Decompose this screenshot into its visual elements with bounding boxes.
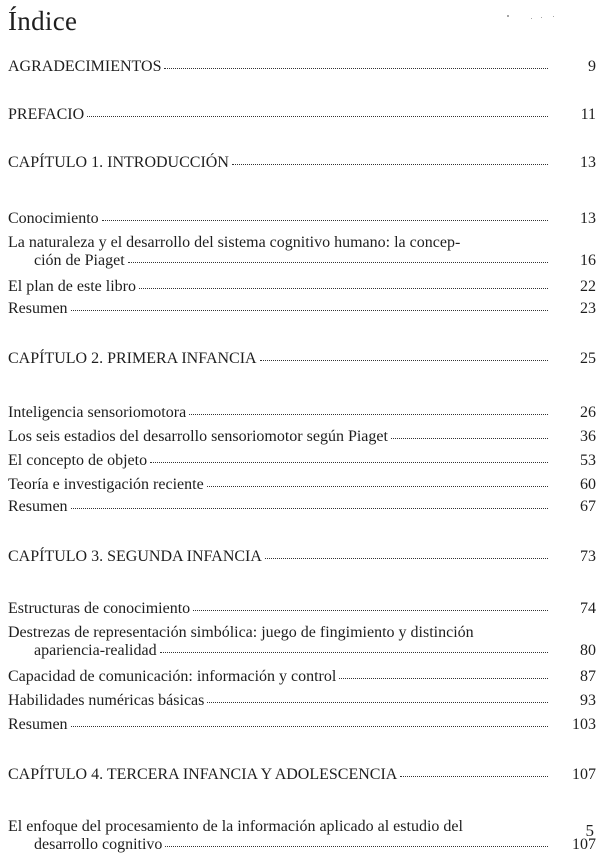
toc-entry-text-first-line: La naturaleza y el desarrollo del sistema cognitivo humano: la concep-	[8, 234, 461, 251]
toc-entry-text: Teoría e investigación reciente	[8, 476, 204, 493]
toc-entry-page: 22	[580, 278, 596, 295]
toc-entry-page: 11	[580, 106, 596, 123]
toc-entry-text: Inteligencia sensoriomotora	[8, 404, 187, 421]
toc-entry[interactable]	[8, 624, 596, 660]
toc-entry[interactable]	[8, 498, 596, 516]
toc-entry-page: 13	[580, 154, 596, 171]
toc-entry-text: Resumen	[8, 498, 68, 515]
toc-entry[interactable]	[8, 692, 596, 710]
toc-entry-text: ción de Piaget	[34, 252, 125, 269]
toc-entry-text: El concepto de objeto	[8, 452, 148, 469]
toc-entry[interactable]	[8, 476, 596, 494]
dot-leader	[87, 115, 548, 117]
dot-leader	[139, 287, 548, 289]
toc-entry-page: 36	[580, 428, 596, 445]
toc-entry-page: 93	[580, 692, 596, 709]
toc-entry[interactable]	[8, 106, 596, 124]
toc-entry-text: PREFACIO	[8, 106, 85, 123]
toc-entry-text: Resumen	[8, 300, 68, 317]
toc-entry-text: Resumen	[8, 716, 68, 733]
toc-entry[interactable]	[8, 716, 596, 734]
toc-entry[interactable]	[8, 300, 596, 318]
toc-entry-page: 87	[580, 668, 596, 685]
toc-entry-page: 103	[572, 716, 596, 733]
toc-entry-page: 9	[588, 58, 596, 75]
dot-leader	[265, 557, 548, 559]
toc-entry-page: 74	[580, 600, 596, 617]
toc-entry[interactable]	[8, 234, 596, 270]
dot-leader	[160, 651, 548, 653]
toc-entry[interactable]	[8, 428, 596, 446]
toc-entry[interactable]	[8, 548, 596, 566]
toc-entry-page: 80	[580, 642, 596, 659]
dot-leader	[391, 437, 548, 439]
toc-entry-text: CAPÍTULO 3. SEGUNDA INFANCIA	[8, 548, 262, 565]
toc-entry-page: 16	[580, 252, 596, 269]
toc-entry-text: CAPÍTULO 4. TERCERA INFANCIA Y ADOLESCENCIA	[8, 766, 398, 783]
dot-leader	[207, 485, 548, 487]
dot-leader	[232, 163, 548, 165]
page-title: Índice	[8, 6, 78, 36]
toc-entry-page: 107	[572, 766, 596, 783]
dot-leader	[128, 261, 548, 263]
toc-entry[interactable]	[8, 210, 596, 228]
toc-entry-text: desarrollo cognitivo	[34, 836, 163, 853]
toc-entry-page: 13	[580, 210, 596, 227]
toc-entry[interactable]	[8, 278, 596, 296]
toc-entry-text-first-line: El enfoque del procesamiento de la información aplicado al estudio del	[8, 818, 463, 835]
toc-entry[interactable]	[8, 600, 596, 618]
toc-entry-page: 73	[580, 548, 596, 565]
toc-entry-text-first-line: Destrezas de representación simbólica: juego de fingimiento y distinción	[8, 624, 474, 641]
toc-entry[interactable]	[8, 404, 596, 422]
toc-entry-text: apariencia-realidad	[34, 642, 157, 659]
toc-entry-page: 60	[580, 476, 596, 493]
dot-leader	[165, 845, 548, 847]
toc-entry[interactable]	[8, 58, 596, 76]
toc-entry[interactable]	[8, 154, 596, 172]
toc-entry[interactable]	[8, 350, 596, 368]
toc-entry-page: 23	[580, 300, 596, 317]
toc-entry-page: 53	[580, 452, 596, 469]
toc-entry-page: 26	[580, 404, 596, 421]
dot-leader	[339, 677, 548, 679]
dot-leader	[207, 701, 548, 703]
toc-entry[interactable]	[8, 452, 596, 470]
dot-leader	[400, 775, 548, 777]
toc-entry-text: Conocimiento	[8, 210, 99, 227]
toc-entry-text: Los seis estadios del desarrollo sensoriomotor según Piaget	[8, 428, 388, 445]
toc-entry-text: Capacidad de comunicación: información y control	[8, 668, 337, 685]
dot-leader	[193, 609, 548, 611]
toc-entry-text: AGRADECIMIENTOS	[8, 58, 162, 75]
toc-entry-text: Estructuras de conocimiento	[8, 600, 191, 617]
dot-leader	[102, 219, 548, 221]
toc-entry-text: Habilidades numéricas básicas	[8, 692, 205, 709]
toc-entry-page: 67	[580, 498, 596, 515]
toc-entry-text: CAPÍTULO 1. INTRODUCCIÓN	[8, 154, 229, 171]
dot-leader	[71, 309, 548, 311]
dot-leader	[71, 507, 548, 509]
toc-entry-page: 25	[580, 350, 596, 367]
toc-entry-page: 107	[572, 836, 596, 853]
toc-entry-text: El plan de este libro	[8, 278, 136, 295]
toc-entry[interactable]	[8, 766, 596, 784]
dot-leader	[71, 725, 548, 727]
dot-leader	[260, 359, 548, 361]
dot-leader	[150, 461, 548, 463]
dot-leader	[189, 413, 548, 415]
toc-entry[interactable]	[8, 668, 596, 686]
dot-leader	[164, 67, 548, 69]
page-number: 5	[585, 821, 594, 840]
toc-entry-text: CAPÍTULO 2. PRIMERA INFANCIA	[8, 350, 257, 367]
